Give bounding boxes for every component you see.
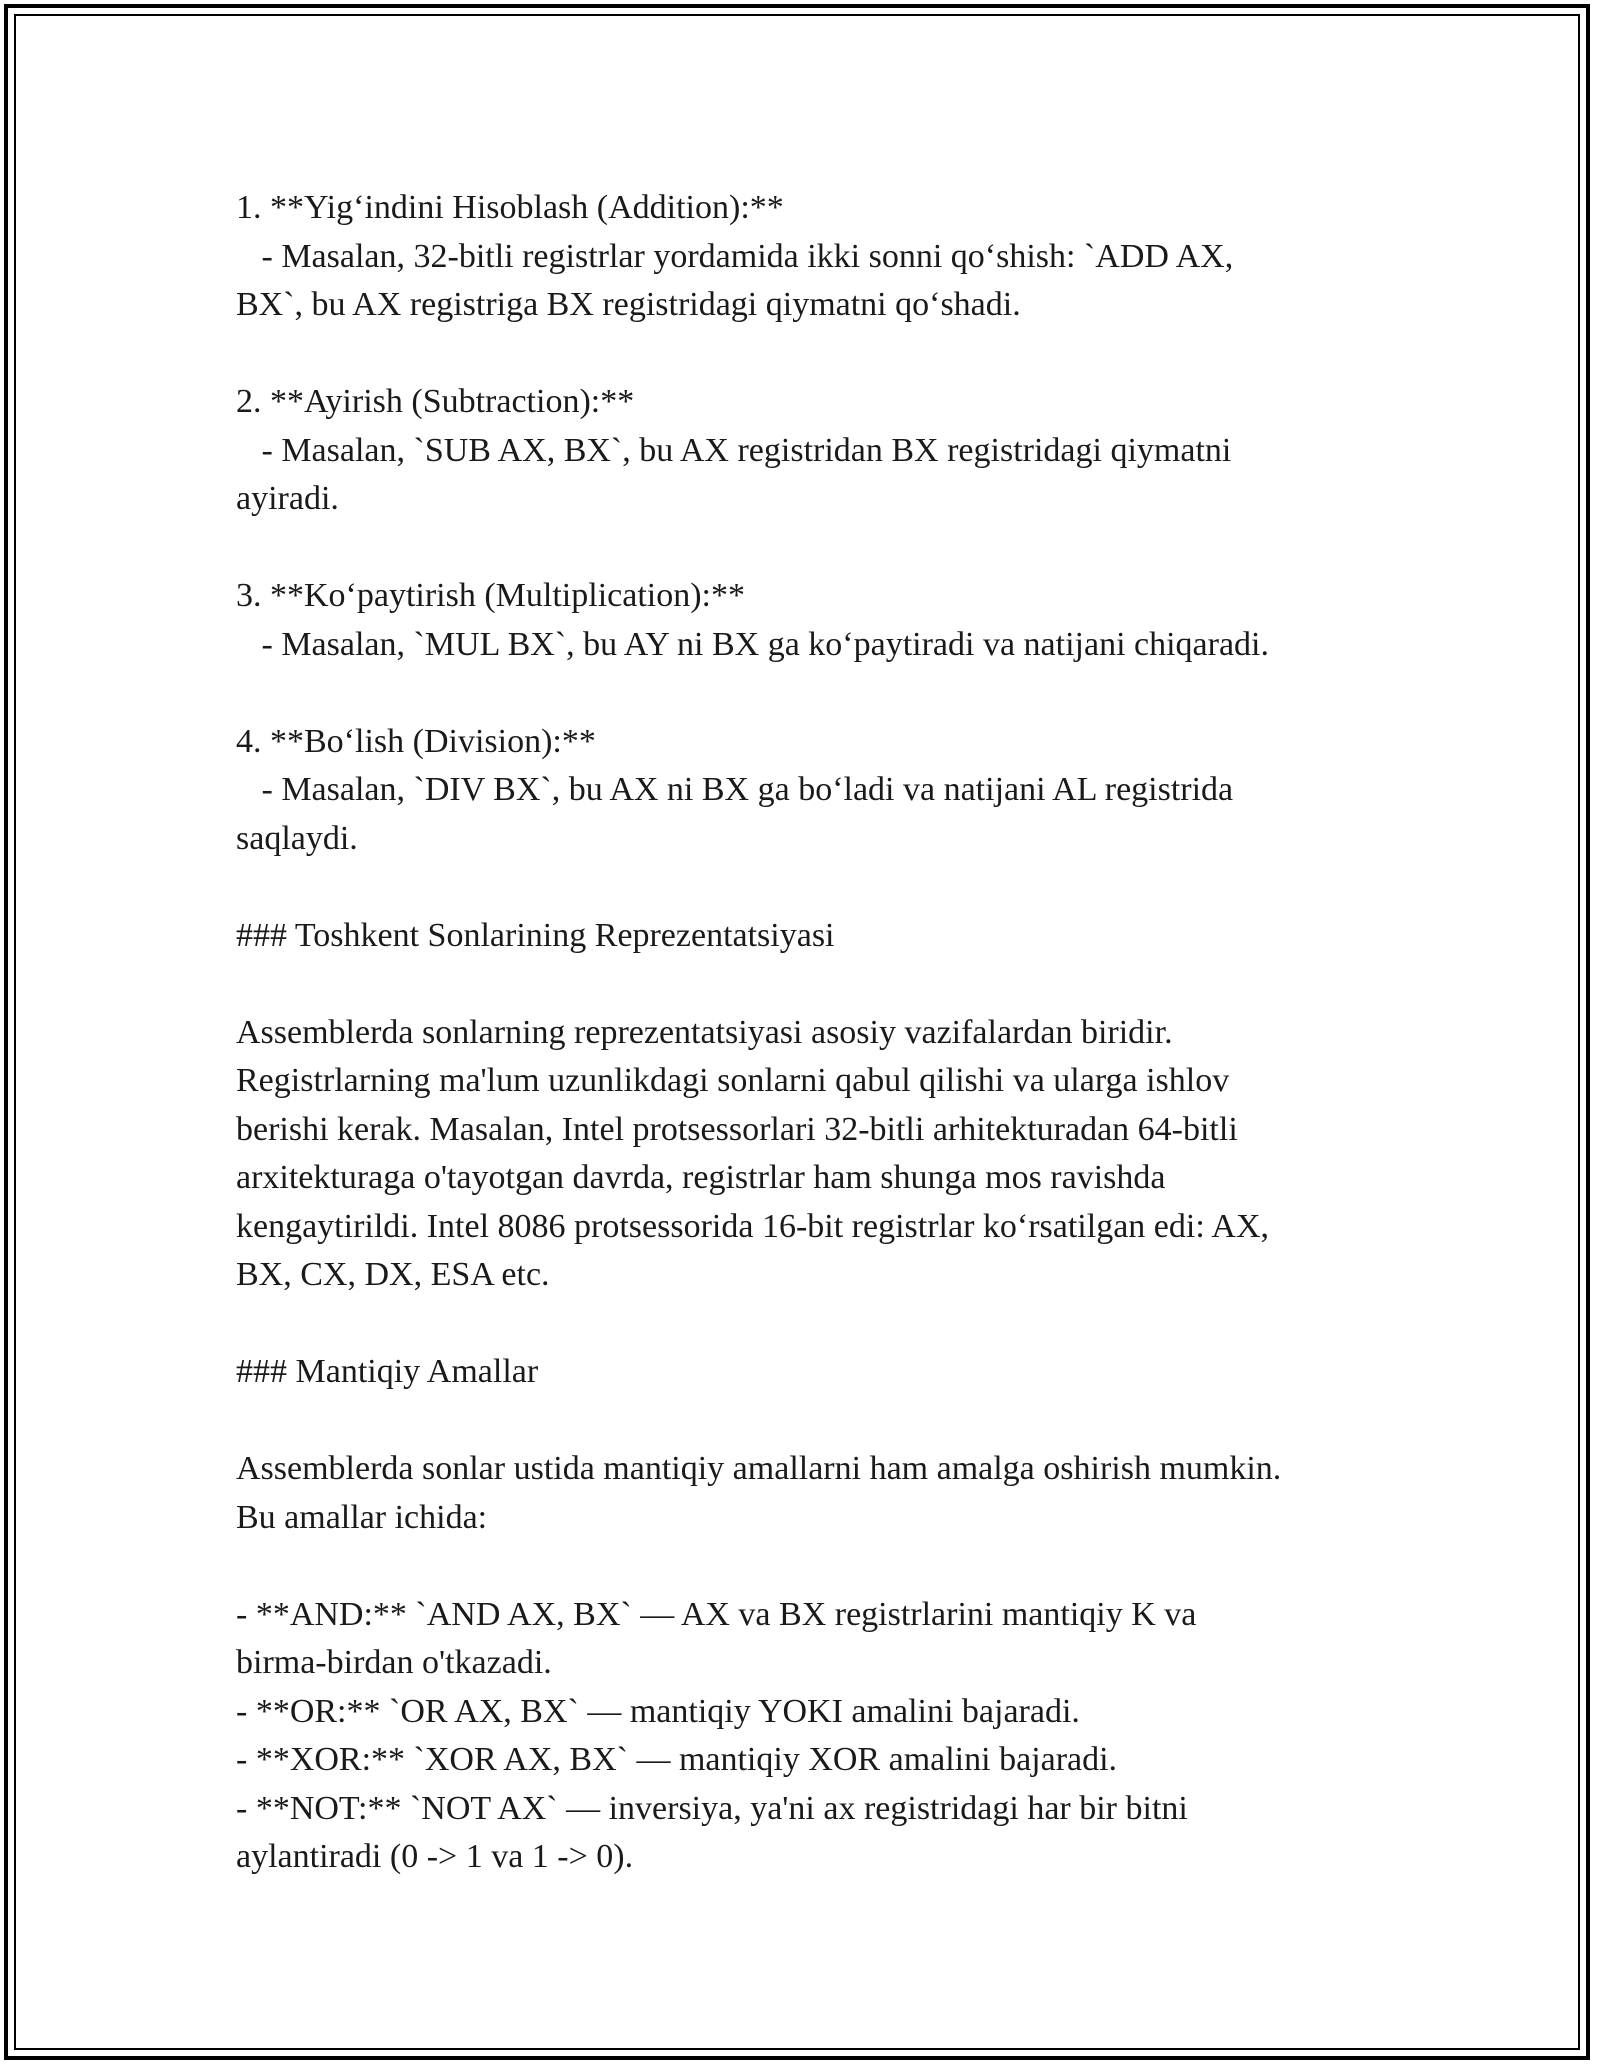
blank-line (236, 960, 1376, 1009)
text-line: BX, CX, DX, ESA etc. (236, 1256, 550, 1293)
blank-line (236, 863, 1376, 912)
list-item: - **XOR:** `XOR AX, BX` — mantiqiy XOR amalini bajaradi. (236, 1741, 1118, 1778)
text-line: - Masalan, `MUL BX`, bu AY ni BX ga ko‘paytiradi va natijani chiqaradi. (236, 625, 1269, 663)
text-line: Bu amallar ichida: (236, 1498, 488, 1536)
text-line: - Masalan, 32-bitli registrlar yordamida ikki sonni qo‘shish: `ADD AX, (236, 237, 1234, 275)
blank-line (236, 1542, 1376, 1591)
text-line: Assemblerda sonlarning reprezentatsiyasi asosiy vazifalardan biridir. (236, 1013, 1173, 1051)
text-line: 3. **Ko‘paytirish (Multiplication):** (236, 577, 745, 614)
list-item: - **AND:** `AND AX, BX` — AX va BX registrlarini mantiqiy K va (236, 1595, 1197, 1633)
text-line: Registrlarning ma'lum uzunlikdagi sonlarni qabul qilishi va ularga ishlov (236, 1062, 1230, 1099)
text-line: aylantiradi (0 -> 1 va 1 -> 0). (236, 1838, 634, 1875)
text-line: 2. **Ayirish (Subtraction):** (236, 383, 635, 420)
text-line: ayiradi. (236, 480, 339, 517)
text-line: 4. **Bo‘lish (Division):** (236, 722, 596, 760)
section-heading: ### Mantiqiy Amallar (236, 1353, 539, 1390)
blank-line (236, 330, 1376, 379)
text-line: birma-birdan o'tkazadi. (236, 1644, 552, 1681)
text-line: Assemblerda sonlar ustida mantiqiy amallarni ham amalga oshirish mumkin. (236, 1450, 1282, 1487)
document-body (236, 184, 1376, 1882)
section-heading: ### Toshkent Sonlarining Reprezentatsiyasi (236, 916, 835, 954)
list-item: - **NOT:** `NOT AX` — inversiya, ya'ni ax registridagi har bir bitni (236, 1789, 1188, 1827)
text-line: saqlaydi. (236, 819, 358, 857)
text-line: berishi kerak. Masalan, Intel protsessorlari 32-bitli arhitekturadan 64-bitli (236, 1110, 1238, 1148)
list-item: - **OR:** `OR AX, BX` — mantiqiy YOKI amalini bajaradi. (236, 1692, 1080, 1730)
text-line: 1. **Yig‘indini Hisoblash (Addition):** (236, 189, 784, 226)
text-line: arxitekturaga o'tayotgan davrda, registrlar ham shunga mos ravishda (236, 1159, 1166, 1196)
blank-line (236, 524, 1376, 573)
blank-line (236, 1397, 1376, 1446)
text-line: kengaytirildi. Intel 8086 protsessorida 16-bit registrlar ko‘rsatilgan edi: AX, (236, 1207, 1269, 1245)
text-line: - Masalan, `SUB AX, BX`, bu AX registridan BX registridagi qiymatni (236, 431, 1232, 469)
text-line: - Masalan, `DIV BX`, bu AX ni BX ga bo‘ladi va natijani AL registrida (236, 771, 1234, 808)
blank-line (236, 669, 1376, 718)
text-line: BX`, bu AX registriga BX registridagi qiymatni qo‘shadi. (236, 286, 1021, 323)
blank-line (236, 1300, 1376, 1349)
